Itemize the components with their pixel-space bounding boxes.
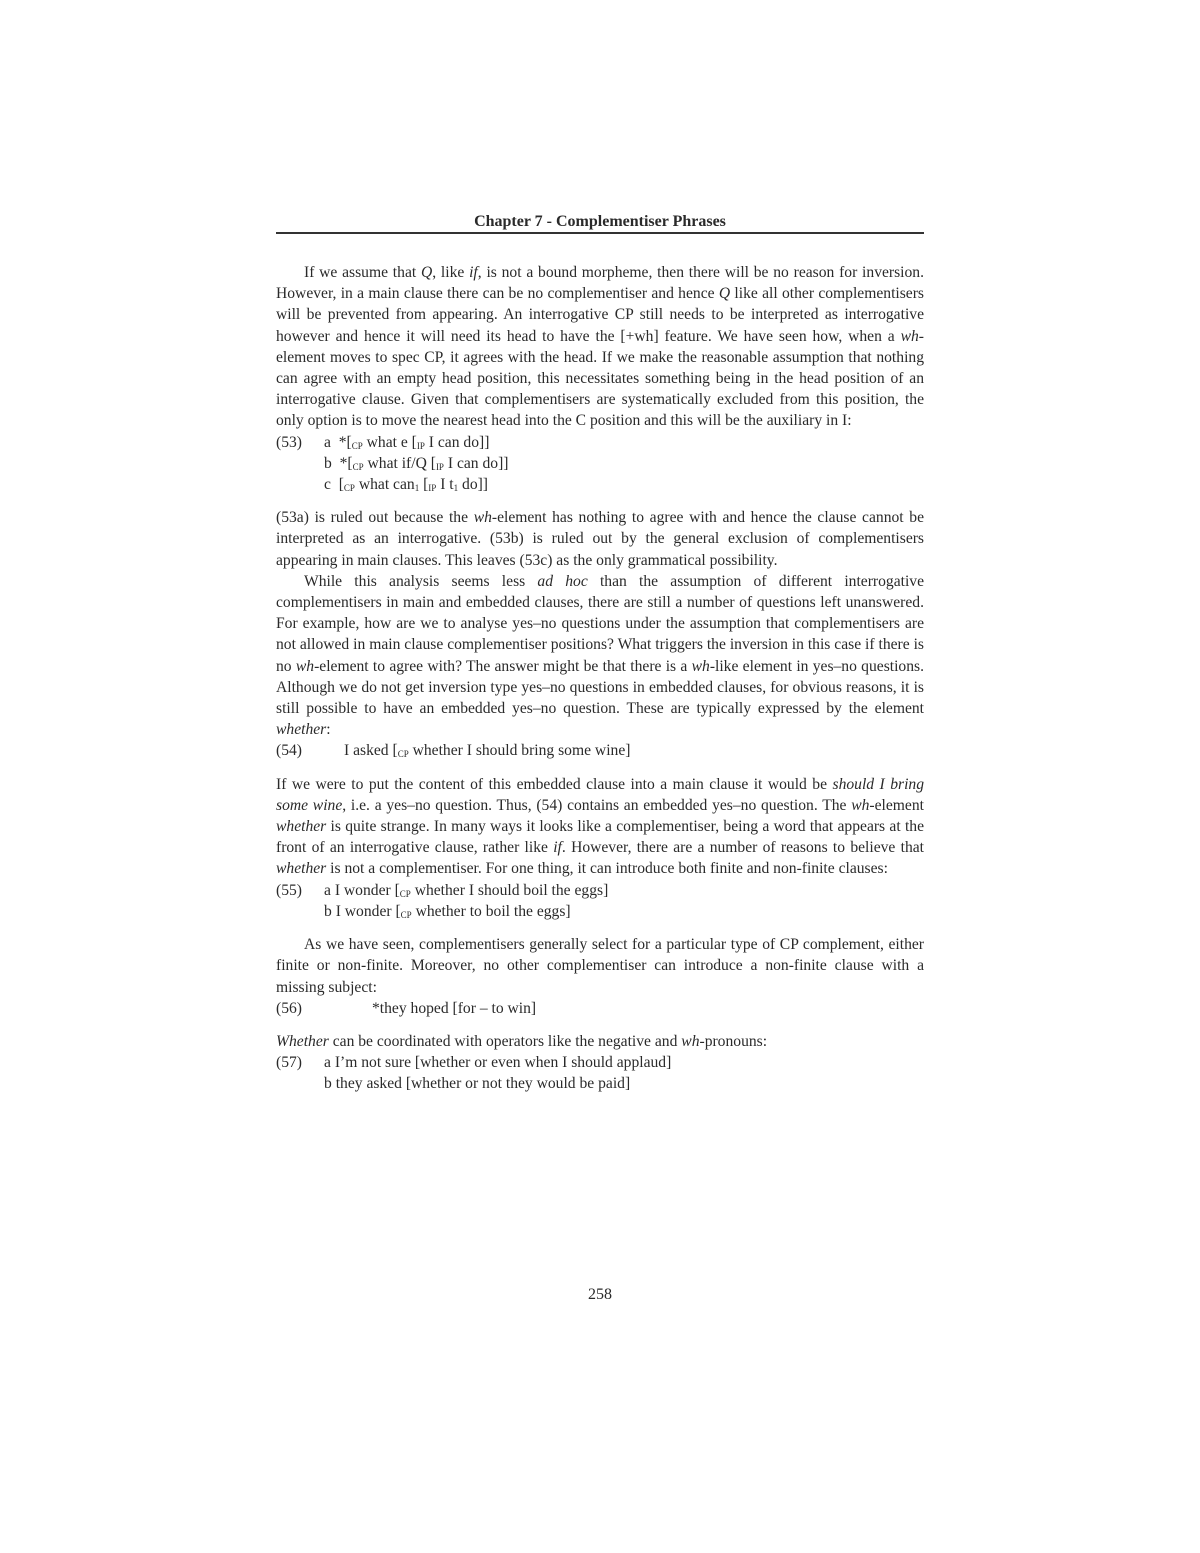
example-55a: a I wonder [$_{CP}$ whether I should boil the eggs]: [324, 881, 609, 899]
example-55b: b I wonder [$_{CP}$ whether to boil the eggs]: [324, 902, 571, 920]
paragraph-5: As we have seen, complementisers generally select for a particular type of CP complement, either finite or non-finite. Moreover, no other complementiser can introduce a non-finite clause with a missing subject:: [276, 936, 924, 996]
example-number: (55): [276, 881, 302, 899]
example-number: (53): [276, 433, 302, 451]
example-53: [276, 432, 924, 496]
example-54: (54) I asked [$_{CP}$ whether I should bring some wine]: [276, 740, 924, 761]
paragraph-1: If we assume that Q, like if, is not a bound morpheme, then there will be no reason for inversion. However, in a main clause there can be no complementiser and hence Q like all other complementisers will be prevented from appearing. An interrogative CP still needs to be interpreted as interrogative however and hence it will need its head to have the [+wh] feature. We have seen how, when a wh-element moves to spec CP, it agrees with the head. If we make the reasonable assumption that nothing can agree with an empty head position, this necessitates something being in the head position of an interrogative clause. Given that complementisers are systematically excluded from this position, the only option is to move the nearest head into the C position and this will be the auxiliary in I:: [276, 264, 924, 430]
paragraph-3: While this analysis seems less ad hoc than the assumption of different interrogative complementisers in main and embedded clauses, there are still a number of questions left unanswered. For example, how are we to analyse yes–no questions under the assumption that complementisers are not allowed in main clause complementiser positions? What triggers the inversion in this case if there is no wh-element to agree with? The answer might be that there is a wh-like element in yes–no questions. Although we do not get inversion type yes–no questions in embedded clauses, for obvious reasons, it is still possible to have an embedded yes–no question. These are typically expressed by the element whether:: [276, 572, 924, 739]
example-53b: b $*[_{CP}$ what if/Q [$_{IP}$ I can do]]: [324, 454, 509, 472]
example-number: (56): [276, 999, 302, 1017]
page-number: 258: [588, 1286, 612, 1303]
example-56: (56) *they hoped [for – to win]: [276, 998, 924, 1019]
example-57a: a I’m not sure [whether or even when I should applaud]: [324, 1054, 672, 1072]
example-57b: b they asked [whether or not they would be paid]: [324, 1075, 631, 1093]
paragraph-4: If we were to put the content of this embedded clause into a main clause it would be should I bring some wine, i.e. a yes–no question. Thus, (54) contains an embedded yes–no question. The wh-element whether is quite strange. In many ways it looks like a complementiser, being a word that appears at the front of an interrogative clause, rather like if. However, there are a number of reasons to believe that whether is not a complementiser. For one thing, it can introduce both finite and non-finite clauses:: [276, 775, 925, 878]
paragraph-2: (53a) is ruled out because the wh-element has nothing to agree with and hence the clause cannot be interpreted as an interrogative. (53b) is ruled out by the general exclusion of complementisers appearing in main clauses. This leaves (53c) as the only grammatical possibility.: [276, 509, 925, 569]
page-body: [276, 262, 924, 1095]
example-57: [276, 1052, 924, 1094]
chapter-header: Chapter 7 - Complementiser Phrases: [276, 212, 924, 234]
example-number: (54): [276, 742, 302, 760]
example-53a: a $*[_{CP}$ what e [$_{IP}$ I can do]]: [324, 433, 490, 451]
example-53c: c [$_{CP}$ what can$_1$ [$_{IP}$ I $t_1$ do]]: [324, 476, 489, 494]
paragraph-6: Whether can be coordinated with operators like the negative and wh-pronouns:: [276, 1032, 768, 1050]
example-number: (57): [276, 1054, 302, 1072]
example-55: [276, 880, 924, 922]
